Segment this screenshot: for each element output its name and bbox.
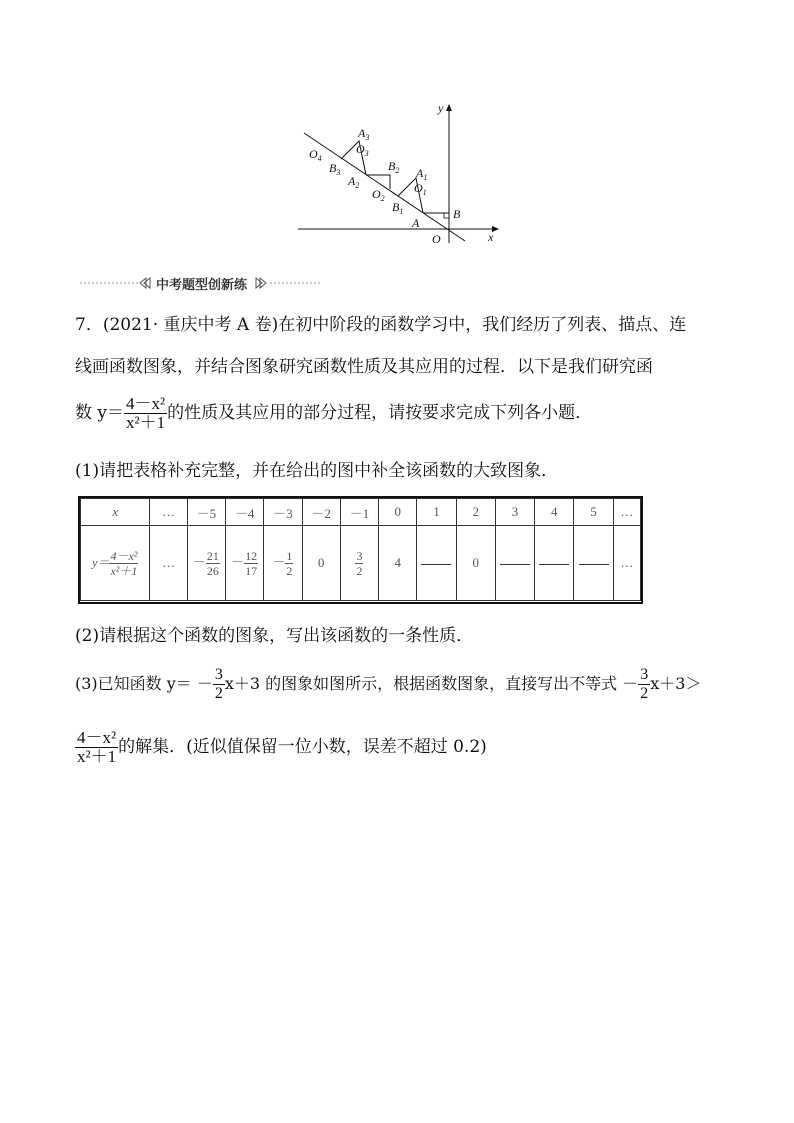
question-3-line-1: (3)已知函数 y＝ － $\frac{3}{2}$ x＋3 的图象如图所示，根据函数图象，直接写出不等式 － $\frac{3}{2}$ x＋3＞ <box>75 666 702 702</box>
label-a3: $A_3$ <box>358 126 370 142</box>
section-header-title: 中考题型创新练 <box>156 278 248 293</box>
label-b1: $B_1$ <box>392 200 404 216</box>
line3-suffix: 的性质及其应用的部分过程，请按要求完成下列各小题． <box>167 403 593 423</box>
table-row-y <box>81 526 641 601</box>
label-a1: $A_1$ <box>416 166 428 182</box>
table-cell: … <box>150 526 187 601</box>
label-o3: $O_3$ <box>356 142 369 158</box>
table-cell: －4 <box>226 499 264 526</box>
question-3-line-2: $\frac{\text{4－x²}}{\text{x²＋1}}$ 的解集．(近似值保留一位小数，误差不超过 0.2) <box>77 728 487 766</box>
function-fraction-den: x²＋1 <box>126 413 166 432</box>
function-fraction <box>124 395 167 432</box>
right-angle-b <box>444 213 449 218</box>
table-blank-cell[interactable] <box>574 526 613 601</box>
table-blank-cell[interactable] <box>495 526 534 601</box>
function-fraction-num: 4－x² <box>126 394 166 413</box>
table-header-x: x <box>81 499 150 526</box>
problem-line-1: 7．(2021· 重庆中考 A 卷)在初中阶段的函数学习中，我们经历了列表、描点、连 <box>75 315 687 335</box>
label-o: O <box>432 232 441 246</box>
table-blank-cell[interactable] <box>535 526 574 601</box>
table-cell: … <box>613 499 640 526</box>
label-o1: $O_1$ <box>414 181 427 197</box>
answer-blank[interactable] <box>579 563 609 565</box>
table-cell: －1 <box>340 499 378 526</box>
table-cell: … <box>613 526 640 601</box>
table-cell: － $\frac{21}{26}$ <box>187 526 225 601</box>
table-row-x <box>81 499 641 526</box>
answer-blank[interactable] <box>421 563 451 565</box>
label-b2: $B_2$ <box>388 159 400 175</box>
table-cell: 2 <box>456 499 495 526</box>
q3-line2-fraction: $\frac{\text{4－x²}}{\text{x²＋1}}$ <box>77 728 117 766</box>
y-axis-arrow <box>446 104 452 111</box>
question-1: (1)请把表格补充完整，并在给出的图中补全该函数的大致图象． <box>75 461 559 481</box>
line3-prefix: 数 y＝ <box>75 403 125 423</box>
question-2: (2)请根据这个函数的图象，写出该函数的一条性质． <box>75 626 474 646</box>
q3-fraction-1: $\frac{3}{2}$ <box>214 666 223 702</box>
label-o4: $O_4$ <box>309 147 322 163</box>
table-cell: －2 <box>302 499 340 526</box>
table-cell: $\frac{3}{2}$ <box>340 526 378 601</box>
table-header-y: y＝ $\frac{\text{4－x²}}{\text{x²＋1}}$ <box>81 526 150 601</box>
table-cell: 1 <box>417 499 456 526</box>
problem-line-2: 线画函数图象，并结合图象研究函数性质及其应用的过程．以下是我们研究函 <box>75 357 653 377</box>
q3-fraction-2: $\frac{3}{2}$ <box>640 666 649 702</box>
table-cell: 0 <box>379 499 417 526</box>
table-cell: 0 <box>456 526 495 601</box>
table-cell: 0 <box>302 526 340 601</box>
label-b3: $B_3$ <box>329 161 341 177</box>
table-cell: 5 <box>574 499 613 526</box>
table-cell: 4 <box>535 499 574 526</box>
table-cell: －3 <box>264 499 302 526</box>
label-o2: $O_2$ <box>372 187 385 203</box>
table-cell: 4 <box>379 526 417 601</box>
geometry-figure <box>290 95 510 255</box>
label-b: B <box>453 207 461 221</box>
table-blank-cell[interactable] <box>417 526 456 601</box>
label-a: A <box>412 216 420 230</box>
problem-line-3 <box>75 394 592 432</box>
table-cell: … <box>150 499 187 526</box>
section-header <box>80 273 320 293</box>
main-line <box>304 133 465 241</box>
label-a2: $A_2$ <box>348 174 360 190</box>
answer-blank[interactable] <box>500 563 530 565</box>
value-table <box>80 498 641 601</box>
table-cell: － $\frac{12}{17}$ <box>226 526 264 601</box>
table-cell: 3 <box>495 499 534 526</box>
table-cell: － $\frac{1}{2}$ <box>264 526 302 601</box>
label-x: x <box>488 230 494 244</box>
label-y: y <box>438 101 444 115</box>
answer-blank[interactable] <box>539 563 569 565</box>
table-frame <box>78 496 643 604</box>
table-cell: －5 <box>187 499 225 526</box>
